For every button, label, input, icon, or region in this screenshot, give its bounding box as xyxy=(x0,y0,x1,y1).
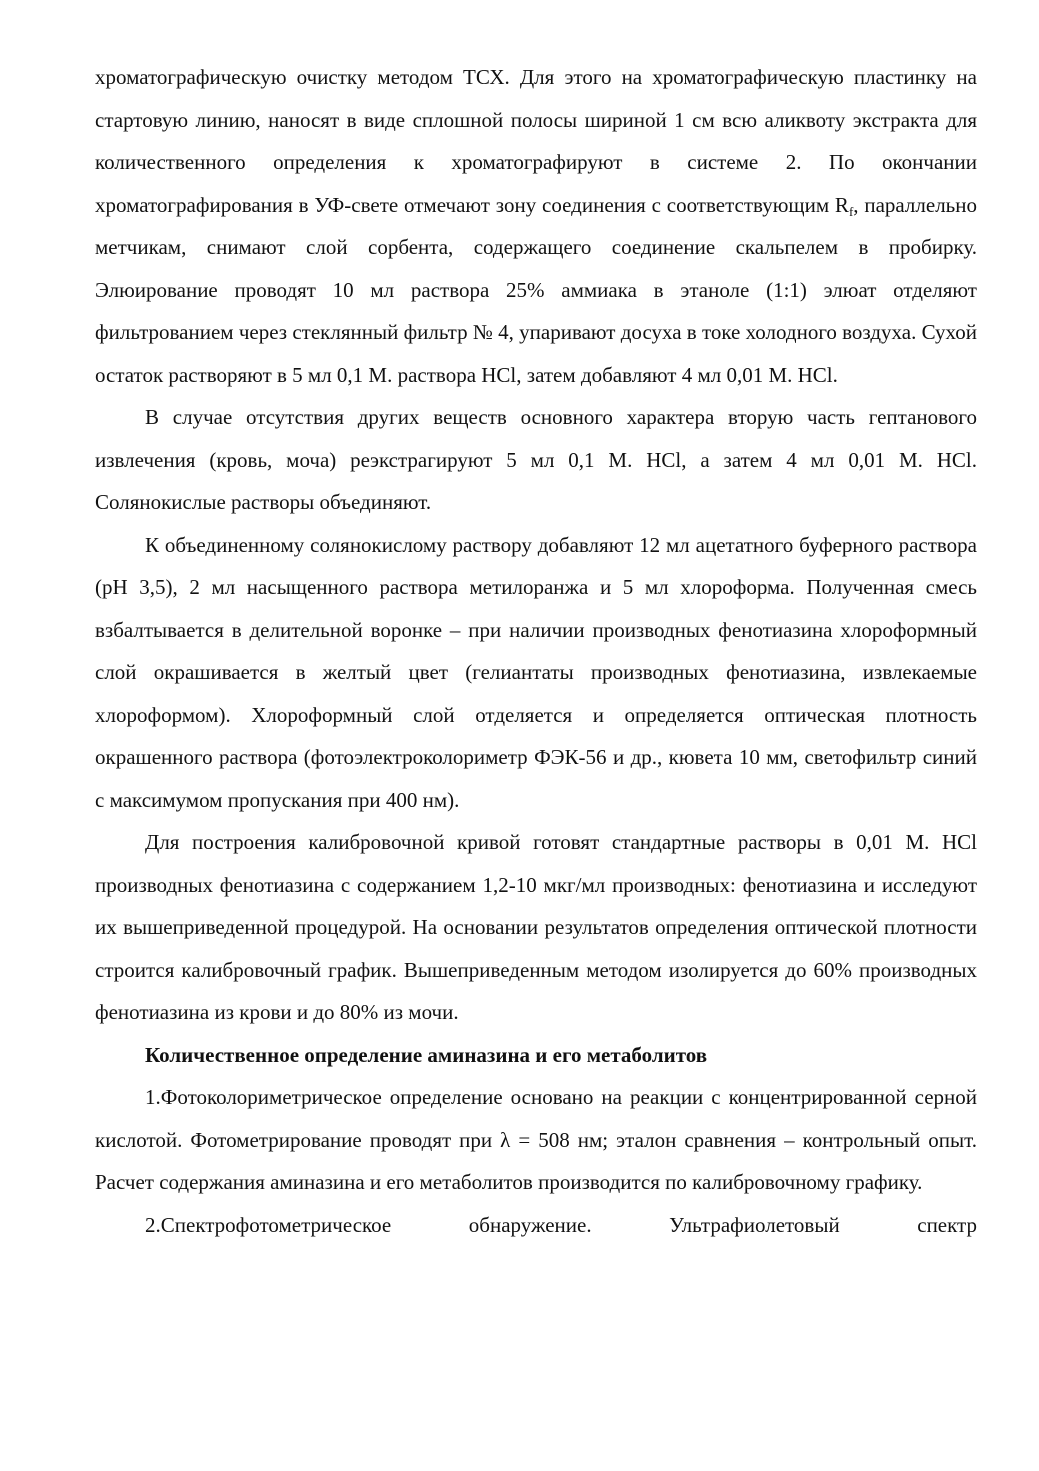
list-item-2 xyxy=(95,1204,977,1247)
paragraph-1 xyxy=(95,56,977,396)
paragraph-4: Для построения калибровочной кривой готовят стандартные растворы в 0,01 М. HCl производных фенотиазина с содержанием 1,2-10 мкг/мл производных: фенотиазина и исследуют их вышеприведенной процедурой. На основании результатов определения оптической плотности строится калибровочный график. Вышеприведенным методом изолируется до 60% производных фенотиазина из крови и до 80% из мочи. xyxy=(95,830,977,1024)
list-item-1-text: Фотоколориметрическое определение основано на реакции с концентрированной серной кислотой. Фотометрирование проводят при λ = 508 нм; эталон сравнения – контрольный опыт. Расчет содержания аминазина и его метаболитов производится по калибровочному графику. xyxy=(95,1085,977,1194)
section-heading: Количественное определение аминазина и его метаболитов xyxy=(145,1042,708,1067)
paragraph-1-text-b: , параллельно метчикам, снимают слой сорбента, содержащего соединение скальпелем в пробирку. Элюирование проводят 10 мл раствора 25% аммиака в этаноле (1:1) элюат отделяют фильтрованием через стеклянный фильтр № 4, упаривают досуха в токе холодного воздуха. Сухой остаток растворяют в 5 мл 0,1 М. раствора HCl, затем добавляют 4 мл 0,01 М. HCl. xyxy=(95,192,977,387)
paragraph-3: К объединенному солянокислому раствору добавляют 12 мл ацетатного буферного раствора (pH 3,5), 2 мл насыщенного раствора метилоранжа и 5 мл хлороформа. Полученная смесь взбалтывается в делительной воронке – при наличии производных фенотиазина хлороформный слой окрашивается в желтый цвет (гелиантаты производных фенотиазина, извлекаемые хлороформом). Хлороформный слой отделяется и определяется оптическая плотность окрашенного раствора (фотоэлектроколориметр ФЭК-56 и др., кювета 10 мм, светофильтр синий с максимумом пропускания при 400 нм). xyxy=(95,532,977,812)
paragraph-1-text-a: хроматографическую очистку методом ТСХ. Для этого на хроматографическую пластинку на стартовую линию, наносят в виде сплошной полосы шириной 1 см всю аликвоту экстракта для количественного определения к хроматографируют в системе 2. По окончании хроматографирования в УФ-свете отмечают зону соединения с соответствующим R xyxy=(95,65,977,217)
rf-subscript: f xyxy=(848,203,854,219)
paragraph-2: В случае отсутствия других веществ основного характера вторую часть гептанового извлечения (кровь, моча) реэкстрагируют 5 мл 0,1 М. HCl, а затем 4 мл 0,01 М. HCl. Солянокислые растворы объединяют. xyxy=(95,405,977,514)
list-item-2-text: Спектрофотометрическое обнаружение. Ультрафиолетовый спектр xyxy=(160,1212,977,1237)
document-page xyxy=(95,56,977,1246)
list-item-2-number: 2. xyxy=(145,1212,161,1237)
list-item-1-number: 1. xyxy=(145,1085,161,1109)
list-item-1 xyxy=(95,1076,977,1204)
